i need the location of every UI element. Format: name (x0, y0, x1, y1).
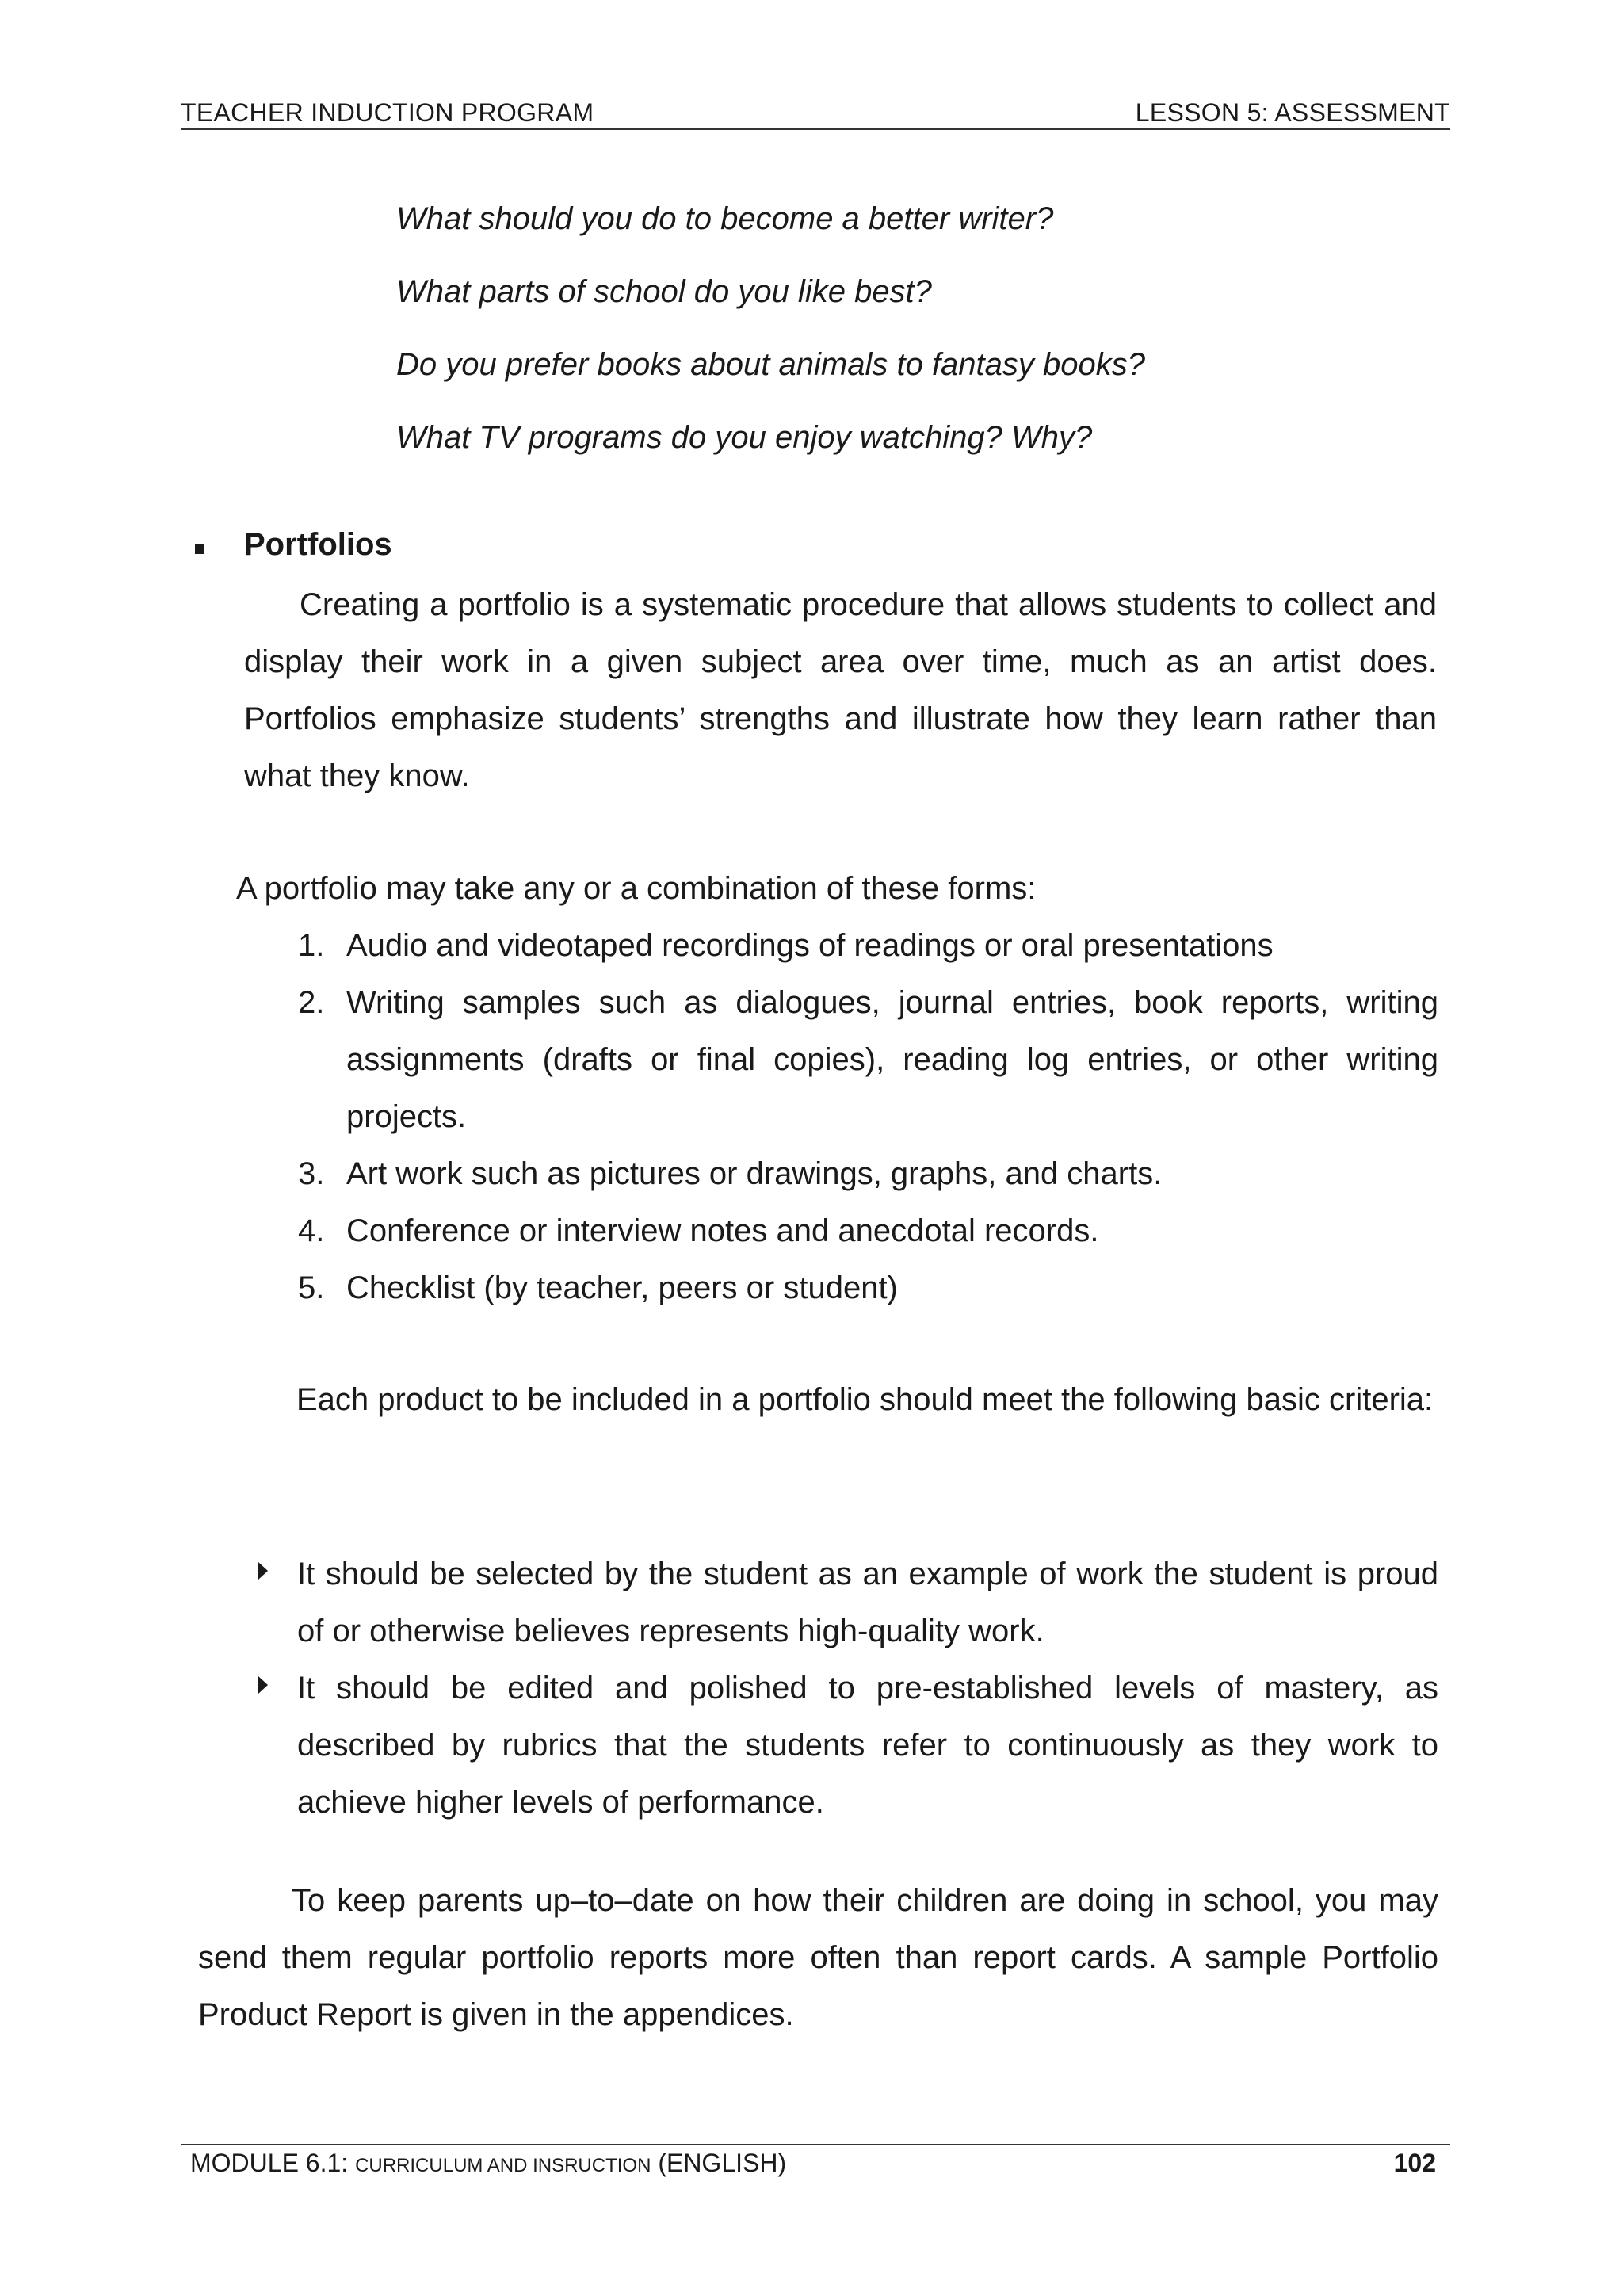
list-item (238, 974, 1438, 1145)
criteria-list (198, 1545, 1438, 1831)
footer-language: (ENGLISH) (651, 2149, 787, 2177)
page-number: 102 (1393, 2149, 1436, 2177)
list-item-text: Writing samples such as dialogues, journal entries, book reports, writing assignments (drafts or final copies), reading log entries, or other writing projects. (346, 985, 1438, 1134)
list-item-text: Audio and videotaped recordings of readings or oral presentations (346, 928, 1274, 963)
list-number: 2. (298, 985, 325, 1020)
list-number: 5. (298, 1270, 325, 1305)
list-number: 4. (298, 1213, 325, 1248)
footer-module (190, 2149, 786, 2178)
question-item: What parts of school do you like best? (396, 274, 932, 309)
list-item (238, 917, 1438, 974)
list-item (238, 1202, 1438, 1259)
list-number: 3. (298, 1156, 325, 1191)
question-item: What should you do to become a better writer? (396, 201, 1054, 236)
list-item (238, 1259, 1438, 1316)
triangle-bullet-icon (258, 1676, 268, 1694)
list-item-text: It should be selected by the student as an example of work the student is proud of or otherwise believes represents high-quality work. (297, 1557, 1438, 1648)
list-item-text: Checklist (by teacher, peers or student) (346, 1270, 898, 1305)
list-number: 1. (298, 928, 325, 963)
portfolios-title: Portfolios (244, 527, 392, 562)
question-item: Do you prefer books about animals to fantasy books? (396, 347, 1145, 382)
list-item (198, 1660, 1438, 1831)
forms-list (238, 917, 1438, 1316)
header-program-title: TEACHER INDUCTION PROGRAM (181, 98, 594, 127)
list-item (198, 1545, 1438, 1660)
forms-intro: A portfolio may take any or a combination of these forms: (236, 871, 1037, 906)
square-bullet-icon (195, 544, 204, 554)
header-lesson-title: LESSON 5: ASSESSMENT (1135, 98, 1450, 127)
page-header (181, 95, 1450, 130)
list-item-text: Art work such as pictures or drawings, graphs, and charts. (346, 1156, 1163, 1191)
portfolios-paragraph: Creating a portfolio is a systematic procedure that allows students to collect and display their work in a given subject area over time, much as an artist does. Portfolios emphasize students’ strengths and illustrate how they learn rather than what they know. (244, 587, 1437, 793)
list-item-text: Conference or interview notes and anecdotal records. (346, 1213, 1099, 1248)
footer-module-number: MODULE 6.1: (190, 2149, 356, 2177)
list-item (238, 1145, 1438, 1202)
footer-subject: CURRICULUM AND INSRUCTION (355, 2155, 651, 2176)
closing-paragraph: To keep parents up–to–date on how their children are doing in school, you may send them regular portfolio reports more often than report cards. A sample Portfolio Product Report is given in the appendices. (198, 1883, 1438, 2032)
criteria-intro: Each product to be included in a portfolio should meet the following basic criteria: (296, 1382, 1434, 1417)
triangle-bullet-icon (258, 1562, 268, 1580)
page-footer (181, 2144, 1450, 2177)
list-item-text: It should be edited and polished to pre-established levels of mastery, as described by rubrics that the students refer to continuously as they work to achieve higher levels of performance. (297, 1671, 1438, 1820)
sample-questions (396, 195, 1426, 487)
question-item: What TV programs do you enjoy watching? Why? (396, 420, 1093, 455)
